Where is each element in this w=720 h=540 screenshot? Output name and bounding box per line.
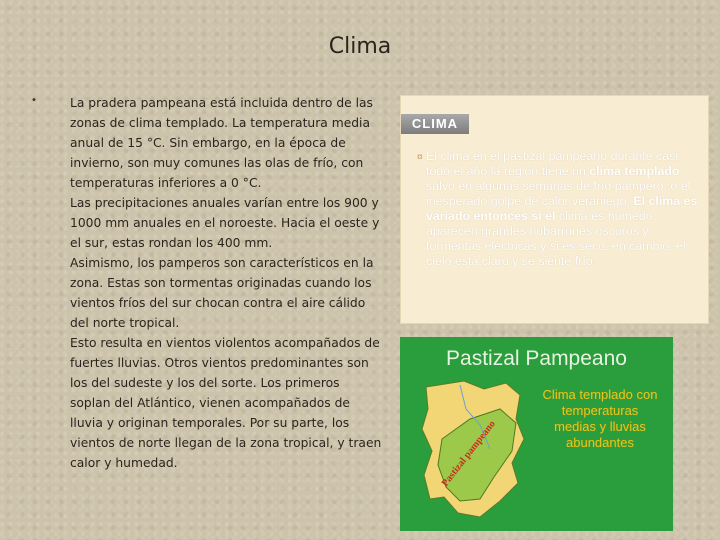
pastizal-title: Pastizal Pampeano [446, 347, 627, 370]
body-paragraph-3: Asimismo, los pamperos son característicos en la zona. Estas son tormentas originadas cuando los vientos fríos del sur chocan contra el aire cálido del norte tropical. [70, 256, 374, 330]
bullet-marker: • [31, 95, 37, 106]
clima-bullet-icon: ¤ [417, 152, 423, 163]
clima-header: CLIMA [401, 114, 469, 134]
clima-image [400, 95, 709, 324]
body-paragraph-1: La pradera pampeana está incluida dentro de las zonas de clima templado. La temperatura media anual de 15 °C. Sin embargo, en la época de invierno, son muy comunes las olas de frío, con temperaturas inferiores a 0 °C. [70, 96, 373, 190]
slide-title: Clima [328, 34, 392, 59]
body-paragraph-4: Esto resulta en vientos violentos acompañados de fuertes lluvias. Otros vientos predominantes son los del sudeste y los del sorte. Los primeros soplan del Atlántico, vienen acompañados de lluvia y originan temporales. Por su parte, los vientos de norte llegan de la zona tropical, y traen calor y humedad. [70, 336, 382, 470]
map-region-label: Pastizal pampeano [439, 418, 498, 489]
pampas-map-icon [420, 379, 528, 521]
body-text [70, 93, 382, 473]
pastizal-image [400, 337, 673, 531]
body-paragraph-2: Las precipitaciones anuales varían entre los 900 y 1000 mm anuales en el noroeste. Hacia el oeste y el sur, estas rondan los 400 mm. [70, 196, 380, 250]
clima-text: El clima en el pastizal pampeano durante casi todo el año la región tiene un clima templado, salvo en algunas semanas de frío pampero, o el inesperado golpe de calor veraniego. El clima es variado entonces si el clima es húmedo aparecen grandes nubarrones oscuros y tormentas eléctricas y si es seco, en cambio, el cielo está claro y se siente frío. [426, 149, 698, 268]
pastizal-caption: Clima templado con temperaturas medias y lluvias abundantes [542, 387, 658, 450]
